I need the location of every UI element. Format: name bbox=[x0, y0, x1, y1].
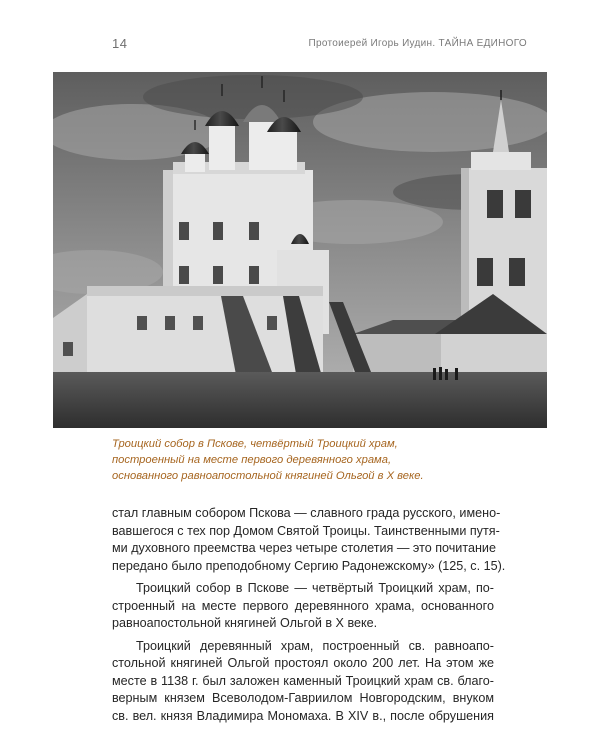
text-line: стольной княгиней Ольгой простоял около 200 лет. На этом же bbox=[112, 656, 494, 670]
text-line: стал главным собором Пскова — славного града русского, имено- bbox=[112, 506, 501, 520]
text-line: строенный на месте первого деревянного храма, основанного bbox=[112, 598, 494, 613]
paragraph bbox=[112, 505, 506, 575]
ground bbox=[53, 372, 547, 428]
photo-illustration bbox=[53, 72, 547, 428]
caption-line: Троицкий собор в Пскове, четвёртый Троицкий храм, bbox=[112, 438, 398, 450]
cathedral-photo bbox=[53, 72, 547, 428]
text-line: св. вел. князя Владимира Мономаха. В XIV в., после обрушения bbox=[112, 708, 494, 723]
text-line: Троицкий собор в Пскове — четвёртый Троицкий храм, по- bbox=[136, 581, 494, 595]
text-line: ми духовного преемства через четыре столетия — это почитание bbox=[112, 541, 496, 555]
running-header: Протоиерей Игорь Иудин. ТАЙНА ЕДИНОГО bbox=[308, 38, 527, 49]
page-number: 14 bbox=[112, 36, 128, 51]
figure-caption bbox=[112, 436, 492, 484]
body-text bbox=[112, 505, 506, 730]
paragraph bbox=[112, 638, 494, 726]
text-line: равноапостольной княгиней Ольгой в X веке. bbox=[112, 616, 378, 630]
text-line: Троицкий деревянный храм, построенный св. равноапо- bbox=[136, 638, 494, 653]
caption-line: построенный на месте первого деревянного храма, bbox=[112, 454, 392, 466]
text-line: вавшегося с тех пор Домом Святой Троицы. Таинственными путя- bbox=[112, 523, 500, 538]
text-line: месте в 1138 г. был заложен каменный Троицкий храм св. благо- bbox=[112, 673, 494, 688]
text-line: верным князем Всеволодом-Гавриилом Новгородским, внуком bbox=[112, 691, 494, 705]
text-line: передано было преподобному Сергию Радонежскому» (125, с. 15). bbox=[112, 558, 506, 573]
paragraph bbox=[112, 580, 494, 633]
caption-line: основанного равноапостольной княгиней Ольгой в X веке. bbox=[112, 470, 424, 482]
